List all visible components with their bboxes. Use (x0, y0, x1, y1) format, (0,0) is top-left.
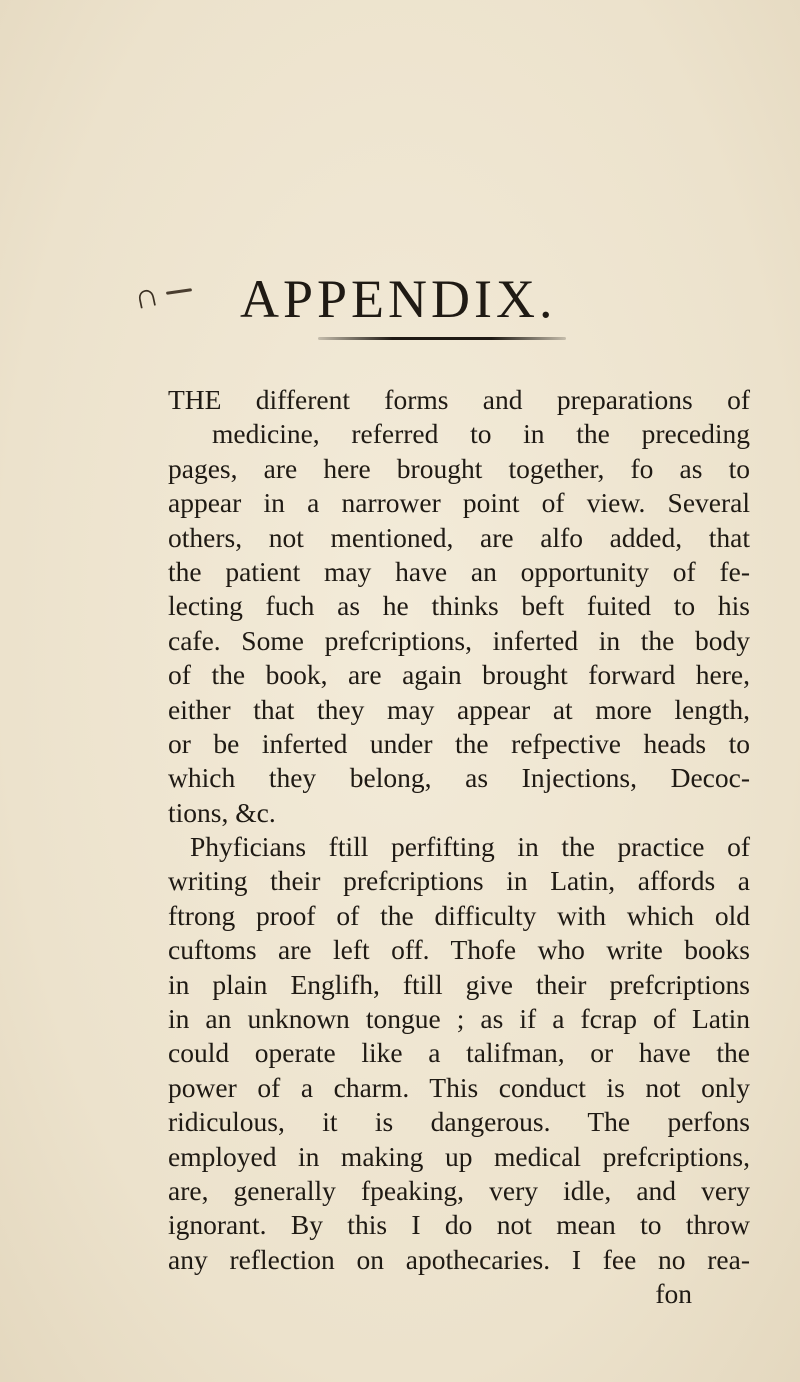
text-line: could operate like a talifman, or have the (168, 1037, 750, 1069)
page-title: APPENDIX. (240, 269, 557, 330)
text-line: cuftoms are left off. Thofe who write books (168, 934, 750, 966)
text-line: THE different forms and preparations of (168, 384, 750, 415)
text-line: others, not mentioned, are alfo added, that (168, 521, 750, 553)
text-line: in an unknown tongue ; as if a fcrap of Latin (168, 1003, 750, 1035)
text-line: ftrong proof of the difficulty with which old (168, 899, 750, 931)
text-line: pages, are here brought together, fo as to (168, 452, 750, 484)
text-line: cafe. Some prefcriptions, inferted in the body (168, 624, 750, 656)
text-line: ridiculous, it is dangerous. The perfons (168, 1106, 750, 1138)
ink-mark: ∩ (130, 275, 163, 318)
text-line: either that they may appear at more length, (168, 693, 750, 725)
text-line: writing their prefcriptions in Latin, affords a (168, 865, 750, 897)
text-line: which they belong, as Injections, Decoc- (168, 762, 750, 794)
text-line: in plain Englifh, ftill give their prefcriptions (168, 968, 750, 1000)
text-line: power of a charm. This conduct is not only (168, 1071, 750, 1103)
text-line: any reflection on apothecaries. I fee no rea- (168, 1243, 750, 1275)
text-line: tions, &c. (168, 796, 276, 828)
body-text (168, 383, 750, 1312)
text-line: employed in making up medical prefcriptions, (168, 1140, 750, 1172)
text-line: or be inferted under the refpective heads to (168, 727, 750, 759)
text-line: medicine, referred to in the preceding (212, 418, 750, 450)
text-line: lecting fuch as he thinks beft fuited to his (168, 590, 750, 622)
text-line: are, generally fpeaking, very idle, and very (168, 1174, 750, 1206)
text-line: Phyficians ftill perfifting in the practice of (190, 831, 750, 863)
ink-smudge (166, 288, 192, 295)
text-line: ignorant. By this I do not mean to throw (168, 1209, 750, 1241)
text-line: of the book, are again brought forward here, (168, 659, 750, 691)
text-line: the patient may have an opportunity of fe- (168, 555, 750, 587)
title-rule (318, 337, 566, 340)
catchword: fon (655, 1278, 692, 1310)
text-line: appear in a narrower point of view. Several (168, 487, 750, 519)
